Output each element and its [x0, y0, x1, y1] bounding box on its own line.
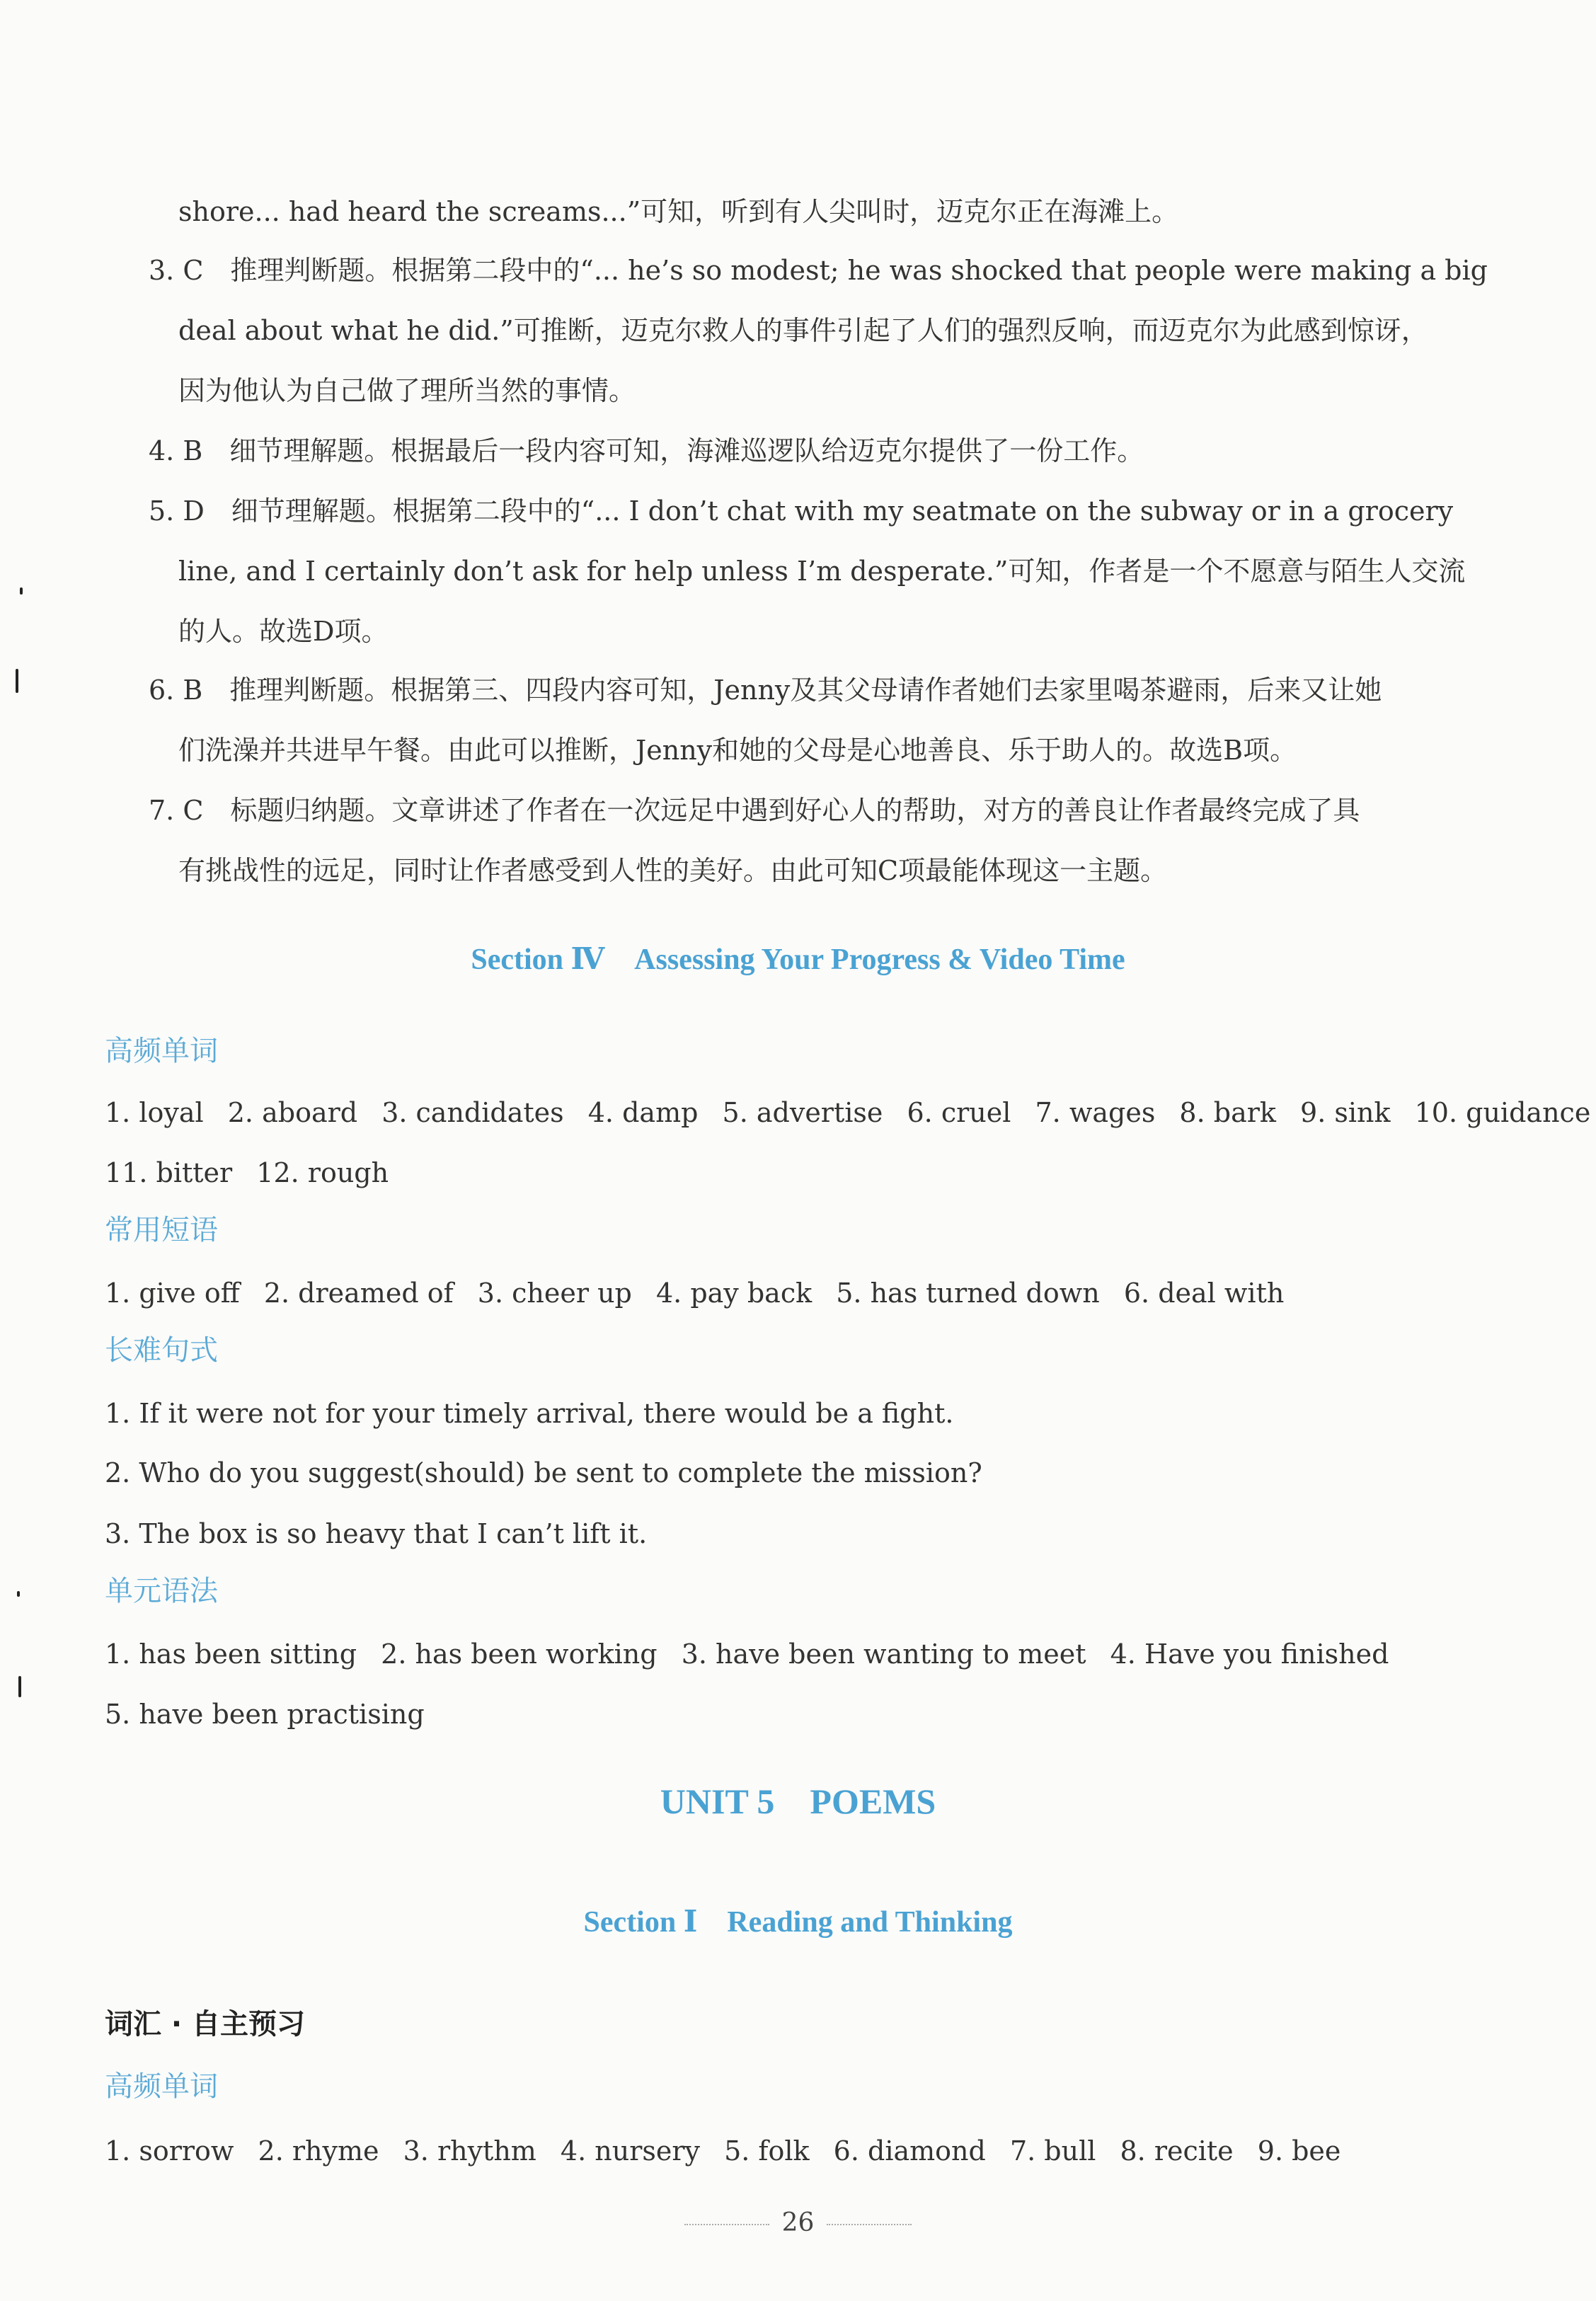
section-4-title: Section Ⅳ Assessing Your Progress & Video Time: [471, 943, 1125, 976]
answer-6-line-1: 6. B 推理判断题。根据第三、四段内容可知，Jenny及其父母请作者她们去家里喝茶避雨，后来又让她: [149, 675, 1382, 706]
vocab-item: 2. aboard: [227, 1097, 358, 1128]
answer-3-line-2: deal about what he did.”可推断，迈克尔救人的事件引起了人们的强烈反响，而迈克尔为此感到惊讶，: [178, 315, 1428, 346]
vocab-item: 1. sorrow: [105, 2135, 234, 2167]
answer-continuation: shore... had heard the screams...”可知，听到有人尖叫时，迈克尔正在海滩上。: [178, 196, 1179, 227]
vocab-item: 4. nursery: [560, 2135, 700, 2167]
vocab-row-2: [105, 1159, 389, 1186]
vocab-item: 7. wages: [1035, 1097, 1156, 1128]
sentence-2: 2. Who do you suggest(should) be sent to complete the mission?: [105, 1457, 982, 1488]
answer-5-line-1: 5. D 细节理解题。根据第二段中的“... I don’t chat with my seatmate on the subway or in a grocery: [149, 495, 1454, 527]
sentence-3: 3. The box is so heavy that I can’t lift it.: [105, 1518, 648, 1549]
unit-5-high-frequency-words-label: 高频单词: [105, 2070, 218, 2103]
grammar-item: 3. have been wanting to meet: [681, 1639, 1086, 1670]
phrase-item: 6. deal with: [1123, 1278, 1285, 1309]
unit-grammar-label: 单元语法: [105, 1575, 218, 1607]
vocab-row-1: [105, 1099, 1590, 1126]
grammar-item: 2. has been working: [381, 1639, 658, 1670]
vocab-item: 9. bee: [1257, 2135, 1341, 2167]
vocab-item: 8. bark: [1179, 1097, 1276, 1128]
vocab-item: 8. recite: [1120, 2135, 1234, 2167]
vocabulary-preview-heading: 词汇 · 自主预习: [105, 2008, 306, 2041]
scan-mark: [17, 1591, 20, 1597]
unit-5-section-1-title: Section Ⅰ Reading and Thinking: [583, 1906, 1013, 1939]
long-sentences-label: 长难句式: [105, 1334, 218, 1367]
page-footer: [0, 2208, 1596, 2237]
answer-7-line-1: 7. C 标题归纳题。文章讲述了作者在一次远足中遇到好心人的帮助，对方的善良让作者最终完成了具: [149, 795, 1360, 826]
grammar-item: 1. has been sitting: [105, 1639, 357, 1670]
answer-6-line-2: 们洗澡并共进早午餐。由此可以推断，Jenny和她的父母是心地善良、乐于助人的。故选B项。: [178, 735, 1297, 766]
common-phrases-label: 常用短语: [105, 1214, 218, 1246]
grammar-item: 5. have been practising: [105, 1699, 425, 1730]
scan-mark: [18, 1676, 21, 1697]
answer-5-line-3: 的人。故选D项。: [178, 616, 389, 647]
grammar-row-1: [105, 1641, 1389, 1668]
phrase-item: 5. has turned down: [836, 1278, 1100, 1309]
grammar-row-2: [105, 1701, 425, 1728]
answer-5-line-2: line, and I certainly don’t ask for help unless I’m desperate.”可知，作者是一个不愿意与陌生人交流: [178, 556, 1466, 587]
answer-3-line-3: 因为他认为自己做了理所当然的事情。: [178, 375, 636, 406]
phrase-item: 4. pay back: [655, 1278, 813, 1309]
unit-5-vocab-row: [105, 2135, 1341, 2167]
answer-7-line-2: 有挑战性的远足，同时让作者感受到人性的美好。由此可知C项最能体现这一主题。: [178, 855, 1168, 886]
footer-dash-left: [684, 2224, 769, 2225]
vocab-item: 5. advertise: [722, 1097, 883, 1128]
vocab-item: 9. sink: [1300, 1097, 1391, 1128]
high-frequency-words-label: 高频单词: [105, 1035, 218, 1067]
phrase-item: 2. dreamed of: [263, 1278, 454, 1309]
vocab-item: 3. candidates: [381, 1097, 564, 1128]
grammar-item: 4. Have you finished: [1110, 1639, 1389, 1670]
scan-mark: [16, 669, 18, 693]
vocab-item: 6. cruel: [907, 1097, 1011, 1128]
unit-5-title: UNIT 5 POEMS: [660, 1781, 936, 1821]
phrases-row: [105, 1280, 1284, 1307]
vocab-item: 3. rhythm: [403, 2135, 536, 2167]
vocab-item: 4. damp: [587, 1097, 699, 1128]
vocab-item: 12. rough: [256, 1157, 389, 1188]
vocab-item: 7. bull: [1009, 2135, 1096, 2167]
footer-dash-right: [827, 2224, 912, 2225]
vocab-item: 6. diamond: [833, 2135, 986, 2167]
answer-3-line-1: 3. C 推理判断题。根据第二段中的“... he’s so modest; he was shocked that people were making a big: [149, 255, 1488, 286]
scan-mark: [20, 587, 23, 595]
vocab-item: 5. folk: [724, 2135, 810, 2167]
answer-4-line-1: 4. B 细节理解题。根据最后一段内容可知，海滩巡逻队给迈克尔提供了一份工作。: [149, 435, 1144, 466]
vocab-item: 11. bitter: [105, 1157, 233, 1188]
vocab-item: 2. rhyme: [258, 2135, 379, 2167]
sentence-1: 1. If it were not for your timely arrival, there would be a fight.: [105, 1398, 954, 1429]
vocab-item: 1. loyal: [105, 1097, 204, 1128]
phrase-item: 1. give off: [105, 1278, 240, 1309]
vocab-item: 10. guidance: [1414, 1097, 1591, 1128]
phrase-item: 3. cheer up: [477, 1278, 632, 1309]
page-number: 26: [781, 2208, 815, 2237]
